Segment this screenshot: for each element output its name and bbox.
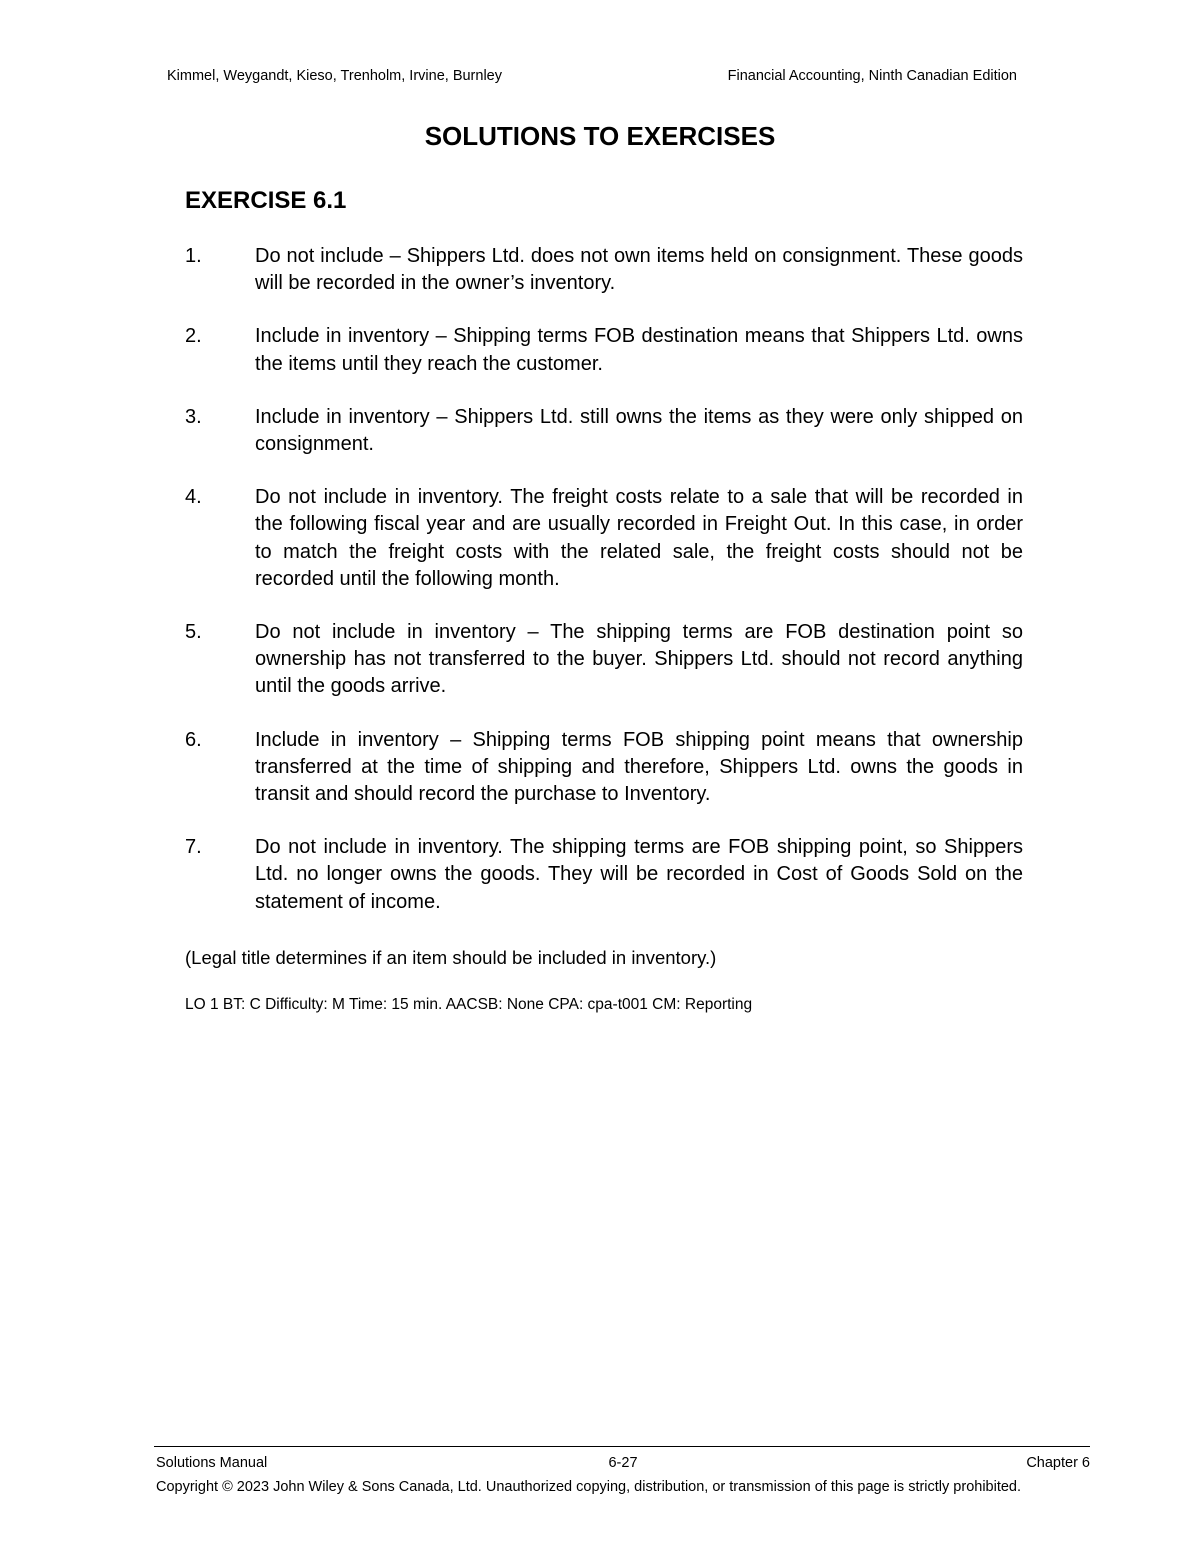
page-title: SOLUTIONS TO EXERCISES bbox=[424, 121, 776, 151]
item-text: Include in inventory – Shipping terms FOB destination means that Shippers Ltd. owns the items until they reach the customer. bbox=[255, 325, 1023, 375]
footer-page-number: 6-27 bbox=[608, 1455, 638, 1471]
list-item bbox=[185, 243, 1023, 297]
list-item bbox=[185, 484, 1023, 593]
item-text: Do not include in inventory. The freight costs relate to a sale that will be recorded in the following fiscal year and are usually recorded in Freight Out. In this case, in order to match the freight costs with the related sale, the freight costs should not be recorded until the following month. bbox=[255, 486, 1023, 590]
copyright-notice: Copyright © 2023 John Wiley & Sons Canada, Ltd. Unauthorized copying, distribution, or transmission of this page is strictly prohibited. bbox=[156, 1479, 1022, 1495]
list-item bbox=[185, 619, 1023, 701]
item-text: Do not include in inventory – The shipping terms are FOB destination point so ownership has not transferred to the buyer. Shippers Ltd. should not record anything until the goods arrive. bbox=[255, 621, 1023, 698]
page-header bbox=[167, 67, 1017, 85]
exercise-heading: EXERCISE 6.1 bbox=[185, 187, 347, 214]
item-text: Include in inventory – Shippers Ltd. still owns the items as they were only shipped on consignment. bbox=[255, 405, 1023, 456]
header-book-title: Financial Accounting, Ninth Canadian Edition bbox=[727, 68, 1017, 84]
list-item bbox=[185, 834, 1023, 916]
footer-manual-label: Solutions Manual bbox=[156, 1455, 268, 1471]
footer-chapter-label: Chapter 6 bbox=[1026, 1455, 1090, 1471]
item-number: 3. bbox=[185, 405, 202, 428]
footer-divider bbox=[154, 1446, 1090, 1447]
item-text: Do not include – Shippers Ltd. does not own items held on consignment. These goods will be recorded in the owner’s inventory. bbox=[255, 245, 1023, 295]
exercise-answer-list bbox=[185, 243, 1023, 942]
legal-title-note: (Legal title determines if an item should be included in inventory.) bbox=[185, 947, 717, 968]
item-number: 2. bbox=[185, 325, 202, 348]
list-item bbox=[185, 404, 1023, 458]
learning-objective-tags: LO 1 BT: C Difficulty: M Time: 15 min. AACSB: None CPA: cpa-t001 CM: Reporting bbox=[185, 996, 753, 1013]
list-item bbox=[185, 323, 1023, 377]
item-number: 4. bbox=[185, 486, 202, 509]
header-authors: Kimmel, Weygandt, Kieso, Trenholm, Irvine, Burnley bbox=[167, 68, 502, 84]
list-item bbox=[185, 727, 1023, 809]
item-text: Include in inventory – Shipping terms FOB shipping point means that ownership transferred at the time of shipping and therefore, Shippers Ltd. owns the goods in transit and should record the purchase to Inventory. bbox=[255, 728, 1023, 806]
item-number: 6. bbox=[185, 728, 202, 751]
item-number: 7. bbox=[185, 836, 202, 859]
page-footer bbox=[156, 1453, 1090, 1473]
item-number: 1. bbox=[185, 245, 202, 267]
item-number: 5. bbox=[185, 621, 202, 644]
item-text: Do not include in inventory. The shipping terms are FOB shipping point, so Shippers Ltd. no longer owns the goods. They will be recorded in Cost of Goods Sold on the statement of income. bbox=[255, 836, 1023, 913]
